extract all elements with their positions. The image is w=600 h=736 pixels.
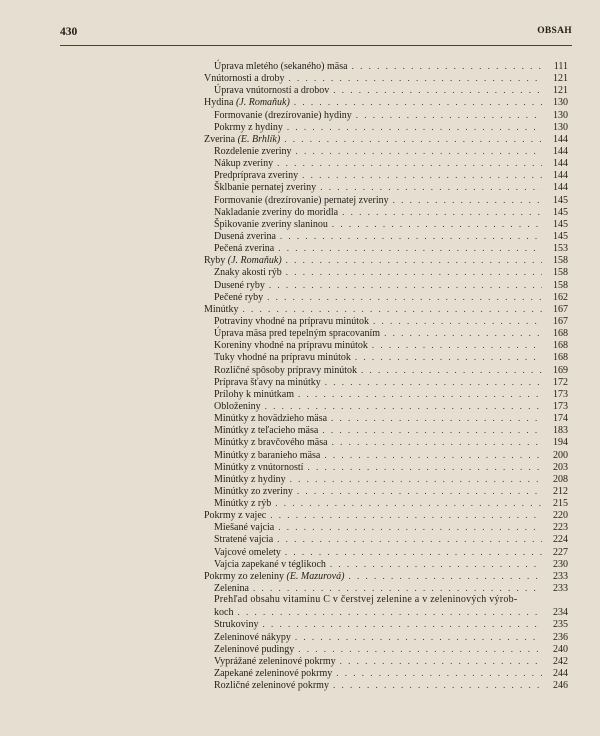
toc-entry-title-text: Formovanie (drezírovanie) hydiny [214,109,352,121]
toc-entry-title-text: Úprava mäsa pred tepelným spracovaním [214,328,381,340]
dot-leader [277,157,542,169]
toc-entry [204,485,568,497]
toc-entry-page: 212 [553,485,568,497]
toc-entry [204,473,568,485]
toc-entry-page: 167 [553,315,568,327]
toc-entry-title-text: Vajcia zapekané v téglikoch [214,558,326,570]
toc-entry-page: 244 [553,668,568,680]
toc-entry [204,109,568,121]
toc-entry-title-text: Príprava šťavy na minútky [214,376,321,388]
toc-entry-title-text: Pokrmy zo zeleniny [204,570,284,582]
dot-leader [289,72,542,84]
dot-leader [330,558,542,570]
toc-entry-title-text: Zeleninové pudingy [214,643,295,655]
toc-entry-title-text: Tuky vhodné na prípravu minútok [214,352,351,364]
dot-leader [352,60,542,72]
page-header [60,26,572,42]
toc-entry [204,339,568,351]
toc-entry-title: Prehľad obsahu vitamínu C v čerstvej zelenine a v zeleninových výrob- [214,594,518,606]
dot-leader [286,254,542,266]
toc-entry-title-text: Formovanie (drezírovanie) pernatej zveriny [214,194,389,206]
toc-entry-page: 183 [553,425,568,437]
dot-leader [242,303,542,315]
dot-leader [262,618,542,630]
toc-entry-title-text: Pokrmy z vajec [204,510,267,522]
toc-entry-page: 173 [553,400,568,412]
dot-leader [275,497,542,509]
toc-entry-page: 220 [553,510,568,522]
toc-entry-page: 235 [553,619,568,631]
toc-entry-editor: (J. Romaňuk) [227,255,282,267]
toc-entry [204,606,568,618]
toc-entry [204,133,568,145]
toc-entry [204,303,568,315]
toc-entry-title-text: Rozdelenie zveriny [214,145,292,157]
toc-entry-title-text: Dusená zverina [214,230,276,242]
dot-leader [322,424,542,436]
dot-leader [361,364,542,376]
dot-leader [290,473,542,485]
page-number: 430 [60,26,78,38]
toc-entry-title-text: Zverina [204,133,236,145]
toc-entry-page: 145 [553,218,568,230]
toc-entry [204,643,568,655]
dot-leader [298,388,542,400]
toc-entry-page: 162 [553,291,568,303]
toc-entry [204,388,568,400]
dot-leader [384,327,542,339]
toc-entry-title-text: Minútky z bravčového mäsa [214,437,328,449]
toc-entry-page: 208 [553,473,568,485]
dot-leader [302,169,542,181]
toc-entry-title-text: Dusené ryby [214,279,265,291]
toc-entry-page: 130 [553,109,568,121]
dot-leader [373,315,542,327]
toc-entry-title-text: Minútky z hovädzieho mäsa [214,413,328,425]
toc-main-list [204,60,568,594]
toc-entry-page: 230 [553,558,568,570]
toc-entry-page: 203 [553,461,568,473]
toc-entry [204,521,568,533]
toc-entry-title-text: Miešané vajcia [214,522,275,534]
toc-entry-title-text: Prílohy k minútkam [214,388,294,400]
toc-entry-editor: (E. Brhlík) [237,133,281,145]
toc-entry-page: 234 [553,607,568,619]
toc-entry [204,655,568,667]
dot-leader [285,546,542,558]
toc-entry-page: 223 [553,522,568,534]
toc-entry [204,618,568,630]
toc-entry-title-text: Koreniny vhodné na prípravu minútok [214,340,368,352]
toc-entry [204,400,568,412]
toc-entry-page: 168 [553,340,568,352]
toc-entry-page: 158 [553,267,568,279]
toc-entry [204,533,568,545]
toc-entry-page: 144 [553,145,568,157]
toc-entry [204,424,568,436]
toc-entry-page: 242 [553,655,568,667]
toc-entry-page: 233 [553,570,568,582]
toc-entry-page: 246 [553,680,568,692]
toc-entry-title-text: Minútky z vnútorností [214,461,304,473]
toc-entry-page: 153 [553,243,568,255]
toc-entry-title-text: Nákup zveriny [214,158,274,170]
toc-entry-page: 169 [553,364,568,376]
toc-entry-title-text: Zapekané zeleninové pokrmy [214,668,333,680]
dot-leader [295,631,542,643]
toc-entry [204,679,568,691]
toc-entry [204,546,568,558]
toc-entry-title-text: Vajcové omelety [214,546,281,558]
toc-entry-page: 200 [553,449,568,461]
toc-entry-page: 236 [553,631,568,643]
dot-leader [278,242,542,254]
dot-leader [298,643,542,655]
toc-entry [204,291,568,303]
toc-entry-title-text: Znaky akosti rýb [214,267,282,279]
dot-leader [332,436,542,448]
dot-leader [333,84,542,96]
toc-entry-page: 172 [553,376,568,388]
toc-entry-page: 130 [553,121,568,133]
dot-leader [297,485,542,497]
dot-leader [324,449,542,461]
toc-entry [204,194,568,206]
toc-entry-page: 144 [553,158,568,170]
toc-entry-title-text: Pečená zverina [214,243,275,255]
toc-entry-page: 174 [553,413,568,425]
dot-leader [280,230,542,242]
toc-entry-page: 168 [553,328,568,340]
toc-entry-title-text: Úprava mletého (sekaného) mäsa [214,61,348,72]
toc-entry-title-text: Predpríprava zveriny [214,170,299,182]
dot-leader [340,655,542,667]
toc-entry-title-text: Minútky z baranieho mäsa [214,449,321,461]
toc-entry-title-text: Pečené ryby [214,291,264,303]
dot-leader [294,96,542,108]
toc-entry-page: 145 [553,194,568,206]
toc-entry-page: 194 [553,437,568,449]
dot-leader [253,582,542,594]
toc-entry [204,497,568,509]
toc-entry [204,327,568,339]
toc-entry [204,436,568,448]
dot-leader [348,570,542,582]
toc-entry-editor: (E. Mazurová) [286,570,345,582]
toc-entry [204,145,568,157]
dot-leader [342,206,542,218]
toc-entry-page: 158 [553,279,568,291]
toc-entry-page: 144 [553,182,568,194]
toc-entry [204,667,568,679]
dot-leader [269,279,542,291]
toc-entry [204,364,568,376]
toc-entry [204,449,568,461]
toc-entry-title-text: Hydina [204,97,234,109]
toc-entry [204,72,568,84]
toc-entry-title-text: Vnútornosti a droby [204,73,285,85]
toc-entry [204,206,568,218]
toc-entry [204,461,568,473]
toc-entry-title-text: Zelenina [214,583,249,595]
dot-leader [331,412,542,424]
dot-leader [270,509,542,521]
toc-entry-title-text: Minútky z teľacieho mäsa [214,425,319,437]
dot-leader [332,218,542,230]
dot-leader [286,266,542,278]
toc-entry [204,582,568,594]
toc-entry-title-text: Potraviny vhodné na prípravu minútok [214,315,369,327]
toc-entry [204,351,568,363]
toc-entry-title-text: Špikovanie zveriny slaninou [214,218,328,230]
toc-entry [204,242,568,254]
toc-entry-page: 167 [553,303,568,315]
toc-entry-page: 224 [553,534,568,546]
toc-entry [204,121,568,133]
toc-entry [204,279,568,291]
dot-leader [355,351,542,363]
toc-entry-page: 144 [553,133,568,145]
toc-entry-title-text: Šklbanie pernatej zveriny [214,182,317,194]
toc-entry [204,181,568,193]
header-rule [60,45,572,46]
toc-entry-title-text: Stratené vajcia [214,534,274,546]
toc-entry-title-text: Rozličné zeleninové pokrmy [214,680,329,692]
toc-entry-editor: (J. Romaňuk) [235,97,290,109]
toc-entry [204,631,568,643]
toc-entry-title-text: Minútky z hydiny [214,473,286,485]
toc-entry [204,218,568,230]
toc-entry-title [204,583,249,595]
toc-entry-title [204,680,329,692]
toc-entry-page: 130 [553,97,568,109]
dot-leader [393,194,542,206]
toc-entry-page: 144 [553,170,568,182]
table-of-contents [204,60,568,691]
toc-entry-title-text: Minútky zo zveriny [214,485,293,497]
dot-leader [336,667,542,679]
dot-leader [333,679,542,691]
dot-leader [295,145,542,157]
toc-entry [204,266,568,278]
toc-entry [204,412,568,424]
toc-entry [204,84,568,96]
toc-entry [204,570,568,582]
toc-entry-page: 145 [553,206,568,218]
toc-entry-page: 168 [553,352,568,364]
toc-entry [204,558,568,570]
toc-entry-title-text: Pokrmy z hydiny [214,121,283,133]
toc-entry-title-text: Zeleninové nákypy [214,631,291,643]
dot-leader [320,181,542,193]
toc-entry-page: 173 [553,388,568,400]
toc-entry-title-text: Rozličné spôsoby prípravy minútok [214,364,358,376]
toc-entry-page: 158 [553,255,568,267]
dot-leader [278,521,542,533]
dot-leader [237,606,542,618]
toc-entry-page: 121 [553,85,568,97]
toc-entry-title-text: Strukoviny [214,619,259,631]
toc-wrapped-entry [204,594,568,618]
toc-entry-title-text: Obloženiny [214,400,261,412]
toc-entry [204,96,568,108]
toc-entry [204,169,568,181]
toc-entry-title-text: Vyprážané zeleninové pokrmy [214,655,336,667]
dot-leader [372,339,542,351]
toc-entry [204,254,568,266]
dot-leader [267,291,542,303]
toc-entry-page: 240 [553,643,568,655]
toc-entry-page: 227 [553,546,568,558]
dot-leader [325,376,542,388]
dot-leader [284,133,542,145]
toc-entry-title-text: Nakladanie zveriny do moridla [214,206,339,218]
toc-entry [204,509,568,521]
toc-entry-title-text: Minútky z rýb [214,498,272,510]
toc-entry-page: 233 [553,583,568,595]
toc-entry [204,376,568,388]
section-title: OBSAH [537,26,572,36]
toc-entry-page: 145 [553,230,568,242]
toc-entry [204,157,568,169]
toc-after-list [204,618,568,691]
toc-entry-title-text: Ryby [204,255,226,267]
toc-entry-page: 111 [553,61,568,72]
toc-entry-title-text: Úprava vnútorností a drobov [214,85,330,97]
toc-entry-title: koch [214,607,234,619]
toc-entry [204,60,568,72]
dot-leader [287,121,542,133]
toc-entry-page: 121 [553,73,568,85]
dot-leader [277,533,542,545]
dot-leader [265,400,542,412]
dot-leader [356,109,542,121]
toc-entry-page: 215 [553,498,568,510]
dot-leader [307,461,542,473]
toc-entry [204,315,568,327]
toc-entry [204,230,568,242]
toc-entry-title-text: Minútky [204,303,239,315]
